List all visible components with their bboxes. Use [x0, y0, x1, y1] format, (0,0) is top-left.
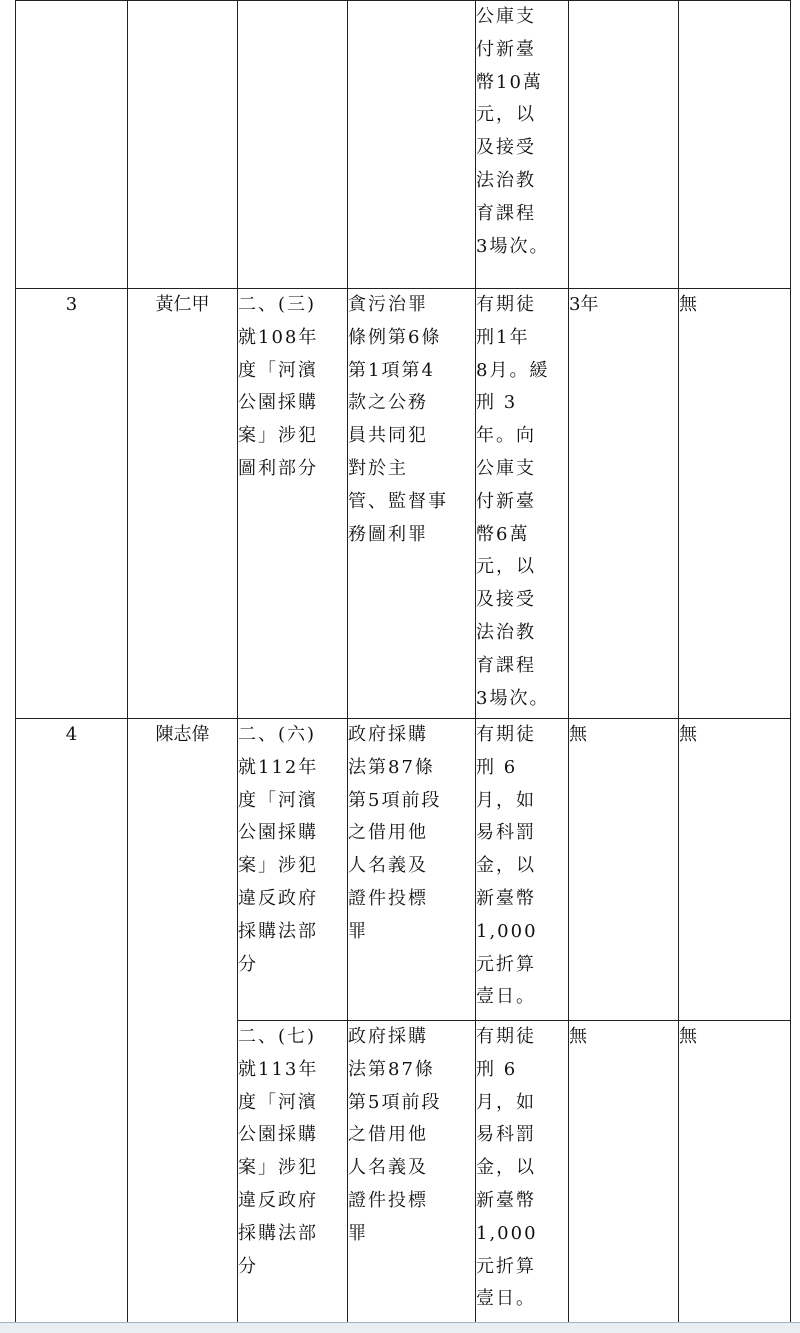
confiscation-cell — [679, 289, 791, 719]
probation-text: 無 — [569, 1026, 587, 1047]
offense-cell — [348, 1, 476, 289]
sentence-cell — [476, 289, 569, 719]
confiscation-text: 無 — [679, 724, 697, 745]
offense-text: 政府採購 法第87條 第5項前段 之借用他 人名義及 證件投標 罪 — [348, 724, 442, 942]
table-row — [16, 1, 791, 289]
criminal-fact-text: 二、(六) 就112年 度「河濱 公園採購 案」涉犯 違反政府 採購法部 分 — [238, 724, 319, 975]
criminal-fact-cell — [238, 719, 348, 1021]
sentence-cell — [476, 719, 569, 1021]
case-number: 4 — [65, 724, 78, 745]
sentence-text: 有期徒 刑 6 月，如 易科罰 金，以 新臺幣 1,000 元折算 壹日。 — [476, 1026, 538, 1310]
case-number-cell — [16, 289, 128, 719]
probation-cell — [569, 1, 679, 289]
offense-cell — [348, 1021, 476, 1323]
probation-text: 3年 — [569, 294, 599, 315]
sentence-cell — [476, 1021, 569, 1323]
judgment-table — [15, 0, 791, 1323]
criminal-fact-text: 二、(三) 就108年 度「河濱 公園採購 案」涉犯 圖利部分 — [238, 294, 319, 479]
probation-text: 無 — [569, 724, 587, 745]
defendant-name: 陳志偉 — [155, 724, 210, 745]
window-bottom-edge — [0, 1322, 800, 1333]
case-number: 3 — [65, 294, 78, 315]
table-row — [16, 289, 791, 719]
confiscation-cell — [679, 1, 791, 289]
offense-text: 政府採購 法第87條 第5項前段 之借用他 人名義及 證件投標 罪 — [348, 1026, 442, 1244]
confiscation-cell — [679, 1021, 791, 1323]
defendant-name-cell — [128, 719, 238, 1323]
sentence-text: 有期徒 刑 6 月，如 易科罰 金，以 新臺幣 1,000 元折算 壹日。 — [476, 724, 538, 1008]
probation-cell — [569, 719, 679, 1021]
sentence-cell — [476, 1, 569, 289]
probation-cell — [569, 1021, 679, 1323]
probation-cell — [569, 289, 679, 719]
criminal-fact-cell — [238, 289, 348, 719]
defendant-name: 黃仁甲 — [155, 294, 210, 315]
defendant-name-cell — [128, 1, 238, 289]
offense-cell — [348, 289, 476, 719]
criminal-fact-cell — [238, 1021, 348, 1323]
sentence-text: 有期徒 刑1年 8月。緩 刑 3 年。向 公庫支 付新臺 幣6萬 元，以 及接受 法治教 育課程 3場次。 — [476, 294, 550, 709]
sentence-text: 公庫支 付新臺 幣10萬 元，以 及接受 法治教 育課程 3場次。 — [476, 6, 550, 257]
confiscation-text: 無 — [679, 1026, 697, 1047]
offense-cell — [348, 719, 476, 1021]
offense-text: 貪污治罪 條例第6條 第1項第4 款之公務 員共同犯 對於主 管、監督事 務圖利罪 — [348, 294, 448, 545]
criminal-fact-text: 二、(七) 就113年 度「河濱 公園採購 案」涉犯 違反政府 採購法部 分 — [238, 1026, 319, 1277]
confiscation-text: 無 — [679, 294, 697, 315]
case-number-cell — [16, 719, 128, 1323]
criminal-fact-cell — [238, 1, 348, 289]
confiscation-cell — [679, 719, 791, 1021]
defendant-name-cell — [128, 289, 238, 719]
case-number-cell — [16, 1, 128, 289]
table-row — [16, 719, 791, 1021]
